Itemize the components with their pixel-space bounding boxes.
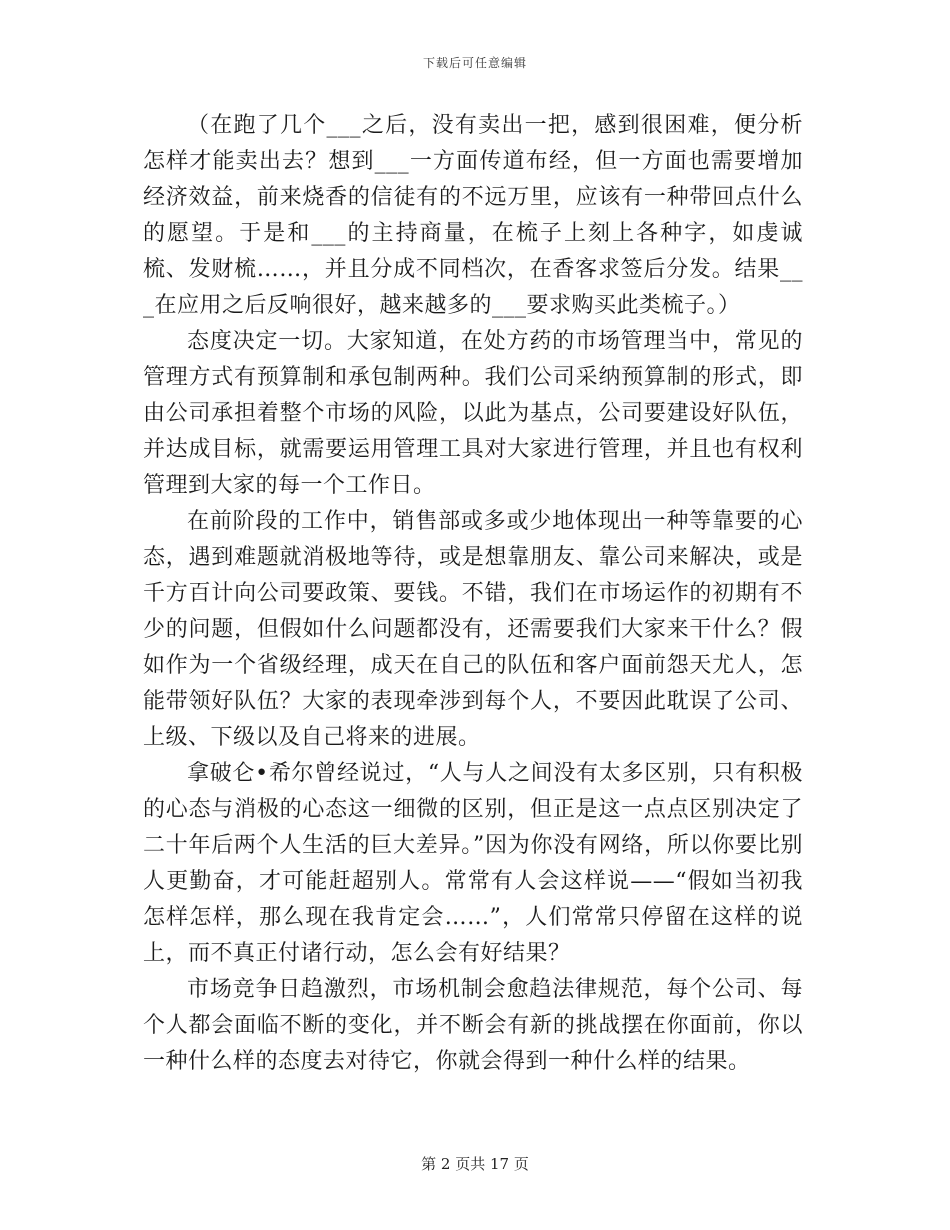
page-number-footer: 第 2 页共 17 页 bbox=[421, 1155, 529, 1173]
paragraph-1: （在跑了几个___之后，没有卖出一把，感到很困难，便分析怎样才能卖出去？想到___一方面传道布经，但一方面也需要增加经济效益，前来烧香的信徒有的不远万里，应该有一种带回点什么的愿望。于是和___的主持商量，在梳子上刻上各种字，如虔诚梳、发财梳……，并且分成不同档次，在香客求签后分发。结果___在应用之后反响很好，越来越多的___要求购买此类梳子。） bbox=[143, 113, 803, 318]
paragraph-2: 态度决定一切。大家知道，在处方药的市场管理当中，常见的管理方式有预算制和承包制两种。我们公司采纳预算制的形式，即由公司承担着整个市场的风险，以此为基点，公司要建设好队伍，并达成目标，就需要运用管理工具对大家进行管理，并且也有权利管理到大家的每一个工作日。 bbox=[143, 329, 803, 498]
document-body bbox=[143, 108, 803, 1080]
paragraph-5: 市场竞争日趋激烈，市场机制会愈趋法律规范，每个公司、每个人都会面临不断的变化，并不断会有新的挑战摆在你面前，你以一种什么样的态度去对待它，你就会得到一种什么样的结果。 bbox=[143, 977, 803, 1074]
paragraph-3: 在前阶段的工作中，销售部或多或少地体现出一种等靠要的心态，遇到难题就消极地等待，或是想靠朋友、靠公司来解决，或是千方百计向公司要政策、要钱。不错，我们在市场运作的初期有不少的问题，但假如什么问题都没有，还需要我们大家来干什么？假如作为一个省级经理，成天在自己的队伍和客户面前怨天尤人，怎能带领好队伍？大家的表现牵涉到每个人，不要因此耽误了公司、上级、下级以及自己将来的进展。 bbox=[143, 509, 803, 750]
paragraph-4: 拿破仑•希尔曾经说过，“人与人之间没有太多区别，只有积极的心态与消极的心态这一细微的区别，但正是这一点点区别决定了二十年后两个人生活的巨大差异。”因为你没有网络，所以你要比别人更勤奋，才可能赶超别人。常常有人会这样说——“假如当初我怎样怎样，那么现在我肯定会……”，人们常常只停留在这样的说上，而不真正付诸行动，怎么会有好结果？ bbox=[143, 761, 803, 966]
page-header-note: 下载后可任意编辑 bbox=[422, 56, 527, 70]
